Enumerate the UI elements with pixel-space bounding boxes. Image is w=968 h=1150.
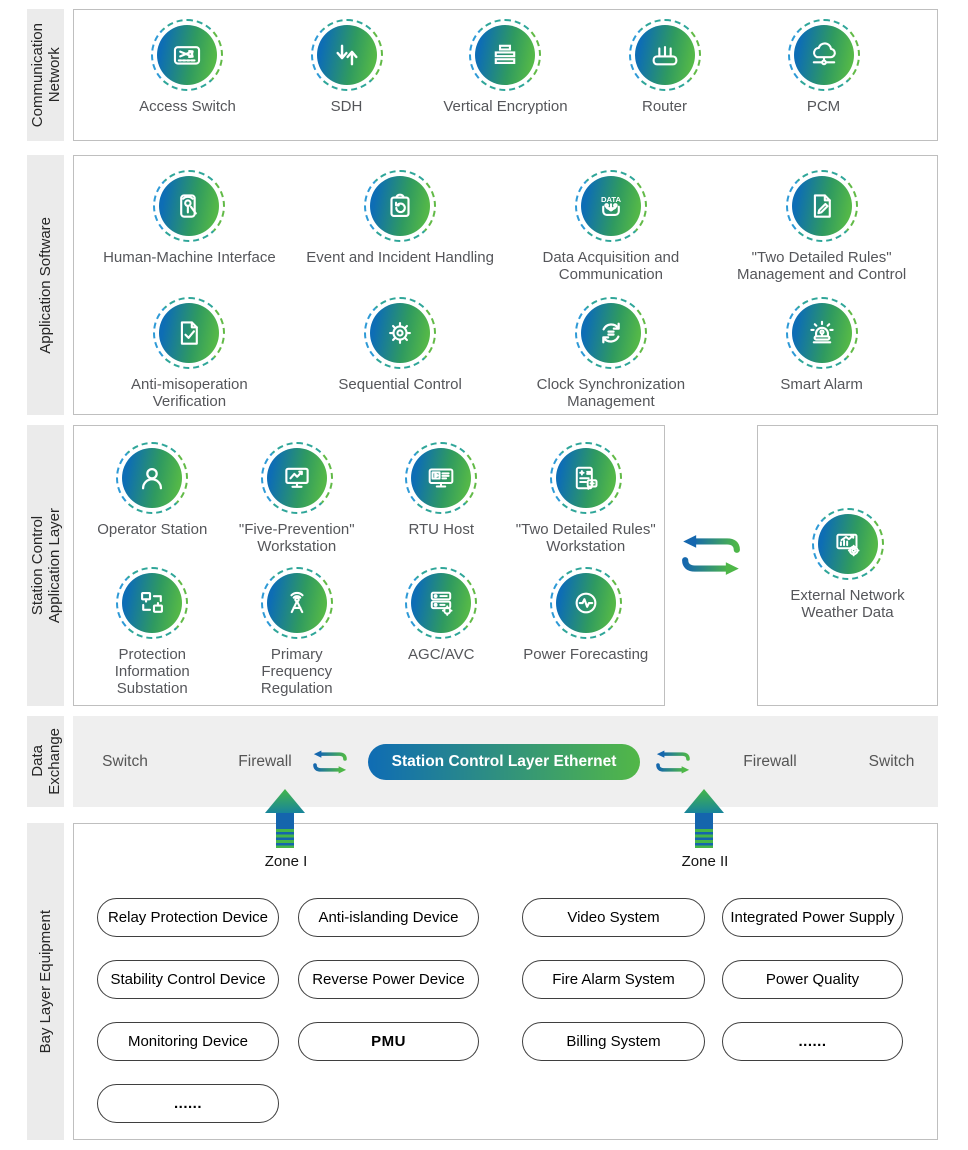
item-label: Vertical Encryption (443, 98, 568, 115)
layer-label-station-control: Station Control Application Layer (27, 425, 64, 706)
app-item-two-rules-mgmt: "Two Detailed Rules" Management and Control (727, 170, 917, 283)
dx-firewall-left: Firewall (238, 752, 292, 770)
zone1-up-arrow-icon (265, 789, 305, 848)
sync-arrows-icon (594, 316, 628, 350)
dx-switch-left: Switch (102, 752, 148, 770)
item-label: SDH (330, 98, 363, 115)
monitor-media-icon (424, 461, 458, 495)
dx-firewall-right: Firewall (743, 752, 797, 770)
vertical-encryption-icon (488, 38, 522, 72)
bay-pill: Billing System (522, 1022, 705, 1061)
station-item-external-weather: External Network Weather Data (758, 426, 937, 621)
dx-switch-right: Switch (868, 752, 915, 770)
bay-pill: Monitoring Device (97, 1022, 279, 1061)
communication-network-box (73, 9, 938, 141)
station-item-power-forecasting: Power Forecasting (523, 567, 648, 663)
zone1-label: Zone I (264, 853, 308, 870)
data-exchange-band (73, 716, 938, 807)
alarm-siren-icon (805, 316, 839, 350)
app-item-clock-sync: Clock Synchronization Management (521, 297, 701, 410)
layer-label-application-software: Application Software (27, 155, 64, 415)
app-item-smart-alarm: Smart Alarm (780, 297, 863, 393)
zone2-up-arrow-icon (684, 789, 724, 848)
layer-label-bay-equipment: Bay Layer Equipment (27, 823, 64, 1140)
app-item-data-acquisition: Data Acquisition and Communication (536, 170, 686, 283)
clipboard-refresh-icon (383, 189, 417, 223)
network-screens-icon (135, 586, 169, 620)
layer-label-communication-network: Communication Network (27, 9, 64, 141)
sdh-icon (330, 38, 364, 72)
data-collect-icon (594, 189, 628, 223)
pulse-circle-icon (569, 586, 603, 620)
document-check-icon (172, 316, 206, 350)
router-icon (648, 38, 682, 72)
bay-pill-ellipsis: ...... (722, 1022, 903, 1061)
application-software-box (73, 155, 938, 415)
app-item-sequential-control: Sequential Control (338, 297, 461, 393)
server-gear-icon (424, 586, 458, 620)
station-item-two-rules-ws: "Two Detailed Rules" Workstation (514, 442, 659, 555)
zone2-label: Zone II (681, 853, 729, 870)
bay-pill: Integrated Power Supply (722, 898, 903, 937)
bay-pill: Relay Protection Device (97, 898, 279, 937)
bay-pill-ellipsis: ...... (97, 1084, 279, 1123)
bay-layer-box (73, 823, 938, 1140)
gear-icon (383, 316, 417, 350)
app-item-event-handling: Event and Incident Handling (306, 170, 494, 266)
access-switch-icon (170, 38, 204, 72)
swap-arrows-icon (680, 533, 742, 577)
pcm-cloud-icon (807, 38, 841, 72)
bay-pill-pmu: PMU (298, 1022, 479, 1061)
comm-item-sdh (311, 19, 383, 115)
comm-item-vertical-encryption (443, 19, 567, 115)
document-edit-icon (805, 189, 839, 223)
person-icon (135, 461, 169, 495)
station-item-five-prevention: "Five-Prevention" Workstation (229, 442, 364, 555)
app-item-anti-misoperation: Anti-misoperation Verification (114, 297, 264, 410)
item-label: Router (641, 98, 688, 115)
external-weather-box (757, 425, 938, 706)
station-item-rtu-host: RTU Host (405, 442, 477, 538)
bay-pill: Power Quality (722, 960, 903, 999)
station-item-primary-frequency: Primary Frequency Regulation (239, 567, 354, 697)
item-label: Access Switch (139, 98, 236, 115)
bay-pill: Fire Alarm System (522, 960, 705, 999)
touch-screen-icon (172, 189, 206, 223)
app-item-hmi: Human-Machine Interface (103, 170, 276, 266)
comm-item-pcm (788, 19, 860, 115)
bay-pill: Anti-islanding Device (298, 898, 479, 937)
bay-pill: Video System (522, 898, 705, 937)
monitor-chart-icon (280, 461, 314, 495)
bay-pill: Reverse Power Device (298, 960, 479, 999)
layer-label-data-exchange: Data Exchange (27, 716, 64, 807)
station-item-agc-avc: AGC/AVC (405, 567, 477, 663)
weather-dashboard-icon (831, 527, 865, 561)
antenna-tower-icon (280, 586, 314, 620)
rules-list-icon (569, 461, 603, 495)
station-control-box (73, 425, 665, 706)
comm-item-access-switch (139, 19, 236, 115)
bay-pill: Stability Control Device (97, 960, 279, 999)
swap-arrows-icon (312, 749, 348, 775)
swap-arrows-icon (655, 749, 691, 775)
station-item-operator: Operator Station (97, 442, 207, 538)
item-label: PCM (806, 98, 841, 115)
comm-item-router (629, 19, 701, 115)
station-control-ethernet-pill: Station Control Layer Ethernet (368, 744, 640, 780)
station-item-protection-info: Protection Information Substation (80, 567, 225, 697)
